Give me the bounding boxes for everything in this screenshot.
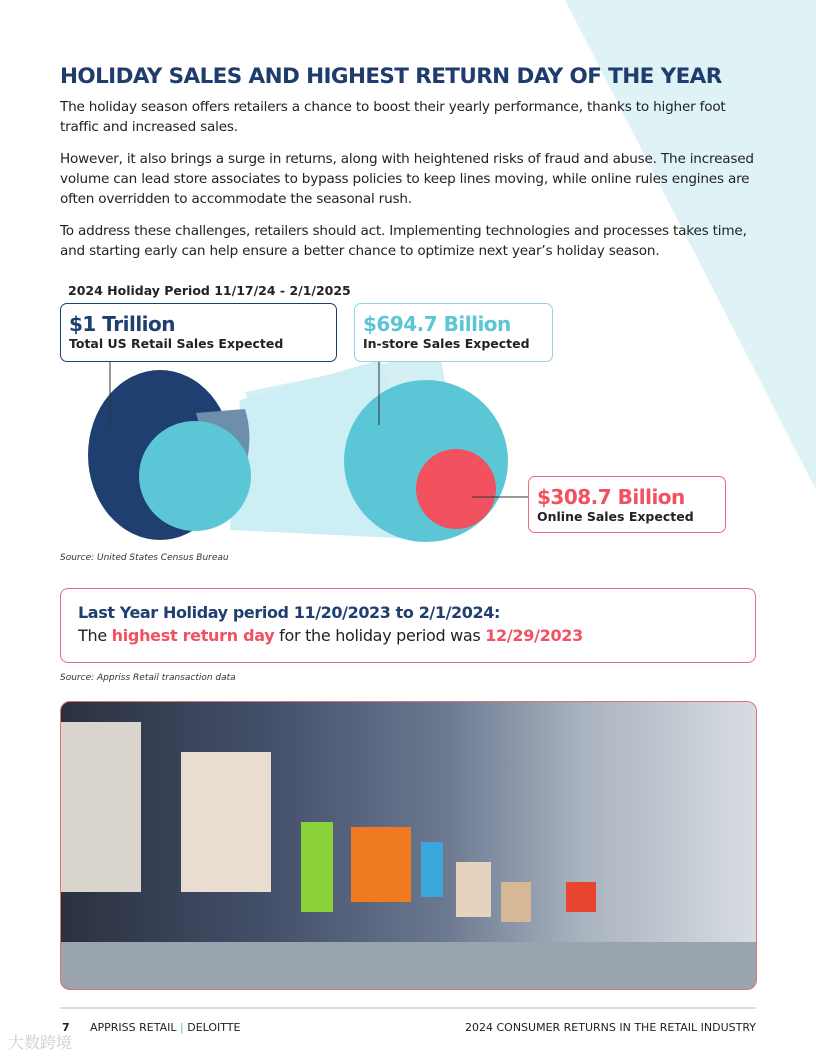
total-sales-label: Total US Retail Sales Expected bbox=[69, 336, 284, 351]
online-sales-box bbox=[528, 476, 726, 533]
shopping-bag bbox=[61, 722, 141, 892]
footer-brand: APPRISS RETAIL | DELOITTE bbox=[90, 1021, 241, 1034]
brand-appriss: APPRISS RETAIL bbox=[90, 1021, 177, 1034]
shoppers-photo bbox=[60, 701, 757, 990]
instore-sales-label: In-store Sales Expected bbox=[363, 336, 530, 351]
watermark-logo: 大数跨境 bbox=[8, 1033, 73, 1052]
shopping-bag bbox=[181, 752, 271, 892]
total-sales-box bbox=[60, 303, 337, 362]
period-label: 2024 Holiday Period 11/17/24 - 2/1/2025 bbox=[68, 283, 351, 298]
online-sales-value: $308.7 Billion bbox=[537, 485, 685, 509]
online-sales-circle bbox=[416, 449, 496, 529]
callout-mid: for the holiday period was bbox=[274, 626, 486, 645]
page-number: 7 bbox=[62, 1021, 70, 1034]
paragraph: The holiday season offers retailers a chance to boost their yearly performance, thanks to higher foot traffic and increased sales. bbox=[60, 99, 726, 135]
return-day-callout bbox=[60, 588, 756, 663]
shopping-bag bbox=[351, 827, 411, 902]
total-sales-value: $1 Trillion bbox=[69, 312, 176, 336]
shopping-bag bbox=[501, 882, 531, 922]
shopping-bag bbox=[421, 842, 443, 897]
shopping-bag bbox=[301, 822, 333, 912]
callout-text bbox=[78, 626, 738, 645]
page-title: HOLIDAY SALES AND HIGHEST RETURN DAY OF THE YEAR bbox=[60, 64, 722, 89]
callout-pre: The bbox=[78, 626, 112, 645]
footer-title: 2024 CONSUMER RETURNS IN THE RETAIL INDUSTRY bbox=[464, 1021, 756, 1034]
callout-highlight: highest return day bbox=[111, 626, 275, 645]
online-sales-label: Online Sales Expected bbox=[537, 509, 694, 524]
paragraph: However, it also brings a surge in returns, along with heightened risks of fraud and abuse. The increased volume can lead store associates to bypass policies to keep lines moving, while online rules engines are often overridden to accommodate the seasonal rush. bbox=[60, 151, 754, 207]
shopping-bag bbox=[566, 882, 596, 912]
instore-sales-value: $694.7 Billion bbox=[363, 312, 511, 336]
photo-illustration bbox=[61, 702, 757, 990]
callout-date: 12/29/2023 bbox=[485, 626, 583, 645]
instore-portion-circle bbox=[139, 421, 251, 531]
source-note: Source: Appriss Retail transaction data bbox=[60, 673, 236, 683]
paragraph: To address these challenges, retailers should act. Implementing technologies and processes takes time, and starting early can help ensure a better chance to optimize next year’s holiday season. bbox=[60, 223, 747, 259]
source-note: Source: United States Census Bureau bbox=[60, 553, 229, 563]
callout-title: Last Year Holiday period 11/20/2023 to 2/1/2024: bbox=[78, 603, 500, 622]
shopping-bag bbox=[456, 862, 491, 917]
instore-sales-box bbox=[354, 303, 553, 362]
brand-deloitte: DELOITTE bbox=[187, 1021, 241, 1034]
